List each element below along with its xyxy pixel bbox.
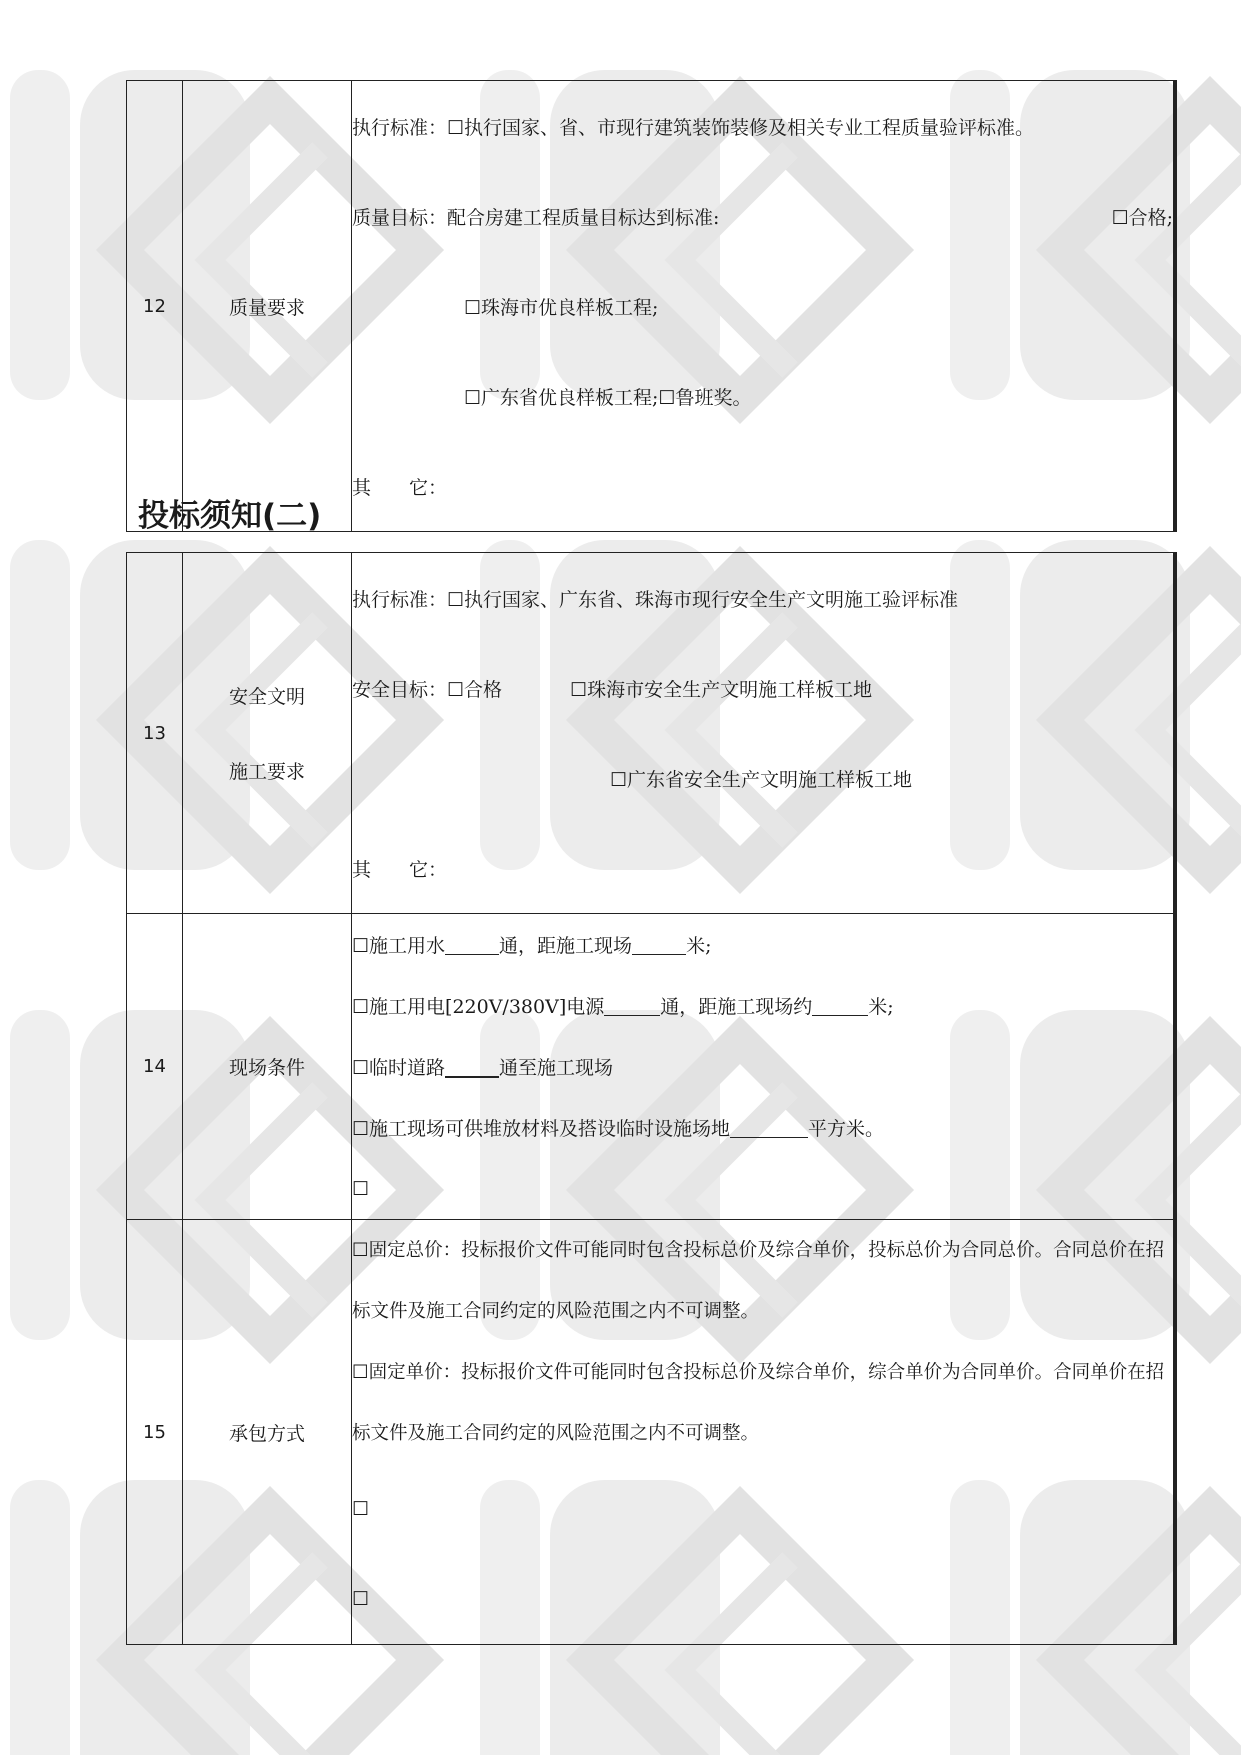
quality-standard-line: 执行标准：☐执行国家、省、市现行建筑装饰装修及相关专业工程质量验评标准。 xyxy=(352,116,1035,139)
table-row xyxy=(127,553,1176,914)
requirements-table-part2 xyxy=(126,552,1177,1645)
row-title: 现场条件 xyxy=(183,914,352,1220)
water-unit: 米; xyxy=(686,935,712,957)
water-line xyxy=(352,914,1173,975)
row-title: 质量要求 xyxy=(183,81,352,532)
power-unit: 米; xyxy=(868,996,894,1018)
road-line xyxy=(352,1036,1173,1097)
power-checkbox-label[interactable]: ☐施工用电[220V/380V]电源 xyxy=(352,996,605,1018)
row-title xyxy=(183,553,352,914)
section-title: 投标须知(二) xyxy=(138,498,322,534)
row-content xyxy=(352,1220,1176,1645)
row-number: 15 xyxy=(127,1220,183,1645)
safety-other-line xyxy=(352,823,1173,913)
quality-province-option[interactable]: ☐广东省优良样板工程;☐鲁班奖。 xyxy=(464,386,752,409)
contract-extra-checkbox-2[interactable]: ☐ xyxy=(352,1588,370,1610)
water-distance-label: 通，距施工现场 xyxy=(499,935,633,957)
safety-standard-line: 执行标准：☐执行国家、广东省、珠海市现行安全生产文明施工验评标准 xyxy=(352,588,959,611)
row-title: 承包方式 xyxy=(183,1220,352,1645)
table-row xyxy=(127,914,1176,1220)
road-blank[interactable] xyxy=(445,1056,499,1078)
water-checkbox-label[interactable]: ☐施工用水 xyxy=(352,935,446,957)
safety-goal-label[interactable]: 安全目标：☐合格 xyxy=(352,678,503,701)
table-row xyxy=(127,1220,1176,1645)
row-number: 14 xyxy=(127,914,183,1220)
fixed-total-price-option[interactable]: ☐固定总价：投标报价文件可能同时包含投标总价及综合单价，投标总价为合同总价。合同总价在招标文件及施工合同约定的风险范围之内不可调整。 xyxy=(352,1240,1165,1322)
other-label-a: 其 xyxy=(352,476,372,499)
power-distance-blank[interactable] xyxy=(812,995,868,1016)
site-extra-checkbox[interactable]: ☐ xyxy=(352,1177,370,1200)
water-distance-blank[interactable] xyxy=(632,934,686,955)
safety-goal-line xyxy=(352,643,1173,733)
yard-checkbox-label[interactable]: ☐施工现场可供堆放材料及搭设临时设施场地 xyxy=(352,1118,731,1140)
requirements-table-part1 xyxy=(126,80,1177,532)
power-distance-label: 通，距施工现场约 xyxy=(660,996,813,1018)
road-checkbox-label[interactable]: ☐临时道路 xyxy=(352,1057,446,1079)
other-label-b: 它： xyxy=(409,476,448,499)
row-content xyxy=(352,914,1176,1220)
row-number: 13 xyxy=(127,553,183,914)
contract-extra-checkbox-1[interactable]: ☐ xyxy=(352,1498,370,1520)
yard-area-blank[interactable] xyxy=(730,1117,808,1138)
fixed-unit-price-option[interactable]: ☐固定单价：投标报价文件可能同时包含投标总价及综合单价，综合单价为合同单价。合同单价在招标文件及施工合同约定的风险范围之内不可调整。 xyxy=(352,1362,1165,1444)
power-line xyxy=(352,975,1173,1036)
yard-unit: 平方米。 xyxy=(808,1118,885,1140)
row-title-line1: 安全文明 xyxy=(228,686,305,708)
table-row xyxy=(127,81,1176,532)
quality-pass-checkbox[interactable]: ☐合格; xyxy=(1111,206,1173,229)
quality-other-line xyxy=(352,441,1173,531)
water-count-blank[interactable] xyxy=(445,934,499,955)
quality-goal-label: 质量目标：配合房建工程质量目标达到标准: xyxy=(352,206,720,229)
quality-city-option[interactable]: ☐珠海市优良样板工程; xyxy=(464,296,659,319)
quality-goal-line xyxy=(352,171,1173,261)
power-count-blank[interactable] xyxy=(604,995,660,1016)
row-content xyxy=(352,81,1176,532)
safety-city-option[interactable]: ☐珠海市安全生产文明施工样板工地 xyxy=(570,678,873,701)
road-tail-label: 通至施工现场 xyxy=(499,1057,614,1079)
yard-line xyxy=(352,1097,1173,1158)
row-title-line2: 施工要求 xyxy=(228,761,305,783)
other-label-a: 其 xyxy=(352,858,372,881)
row-number: 12 xyxy=(127,81,183,532)
other-label-b: 它： xyxy=(409,858,448,881)
safety-province-option[interactable]: ☐广东省安全生产文明施工样板工地 xyxy=(610,768,913,791)
row-content xyxy=(352,553,1176,914)
